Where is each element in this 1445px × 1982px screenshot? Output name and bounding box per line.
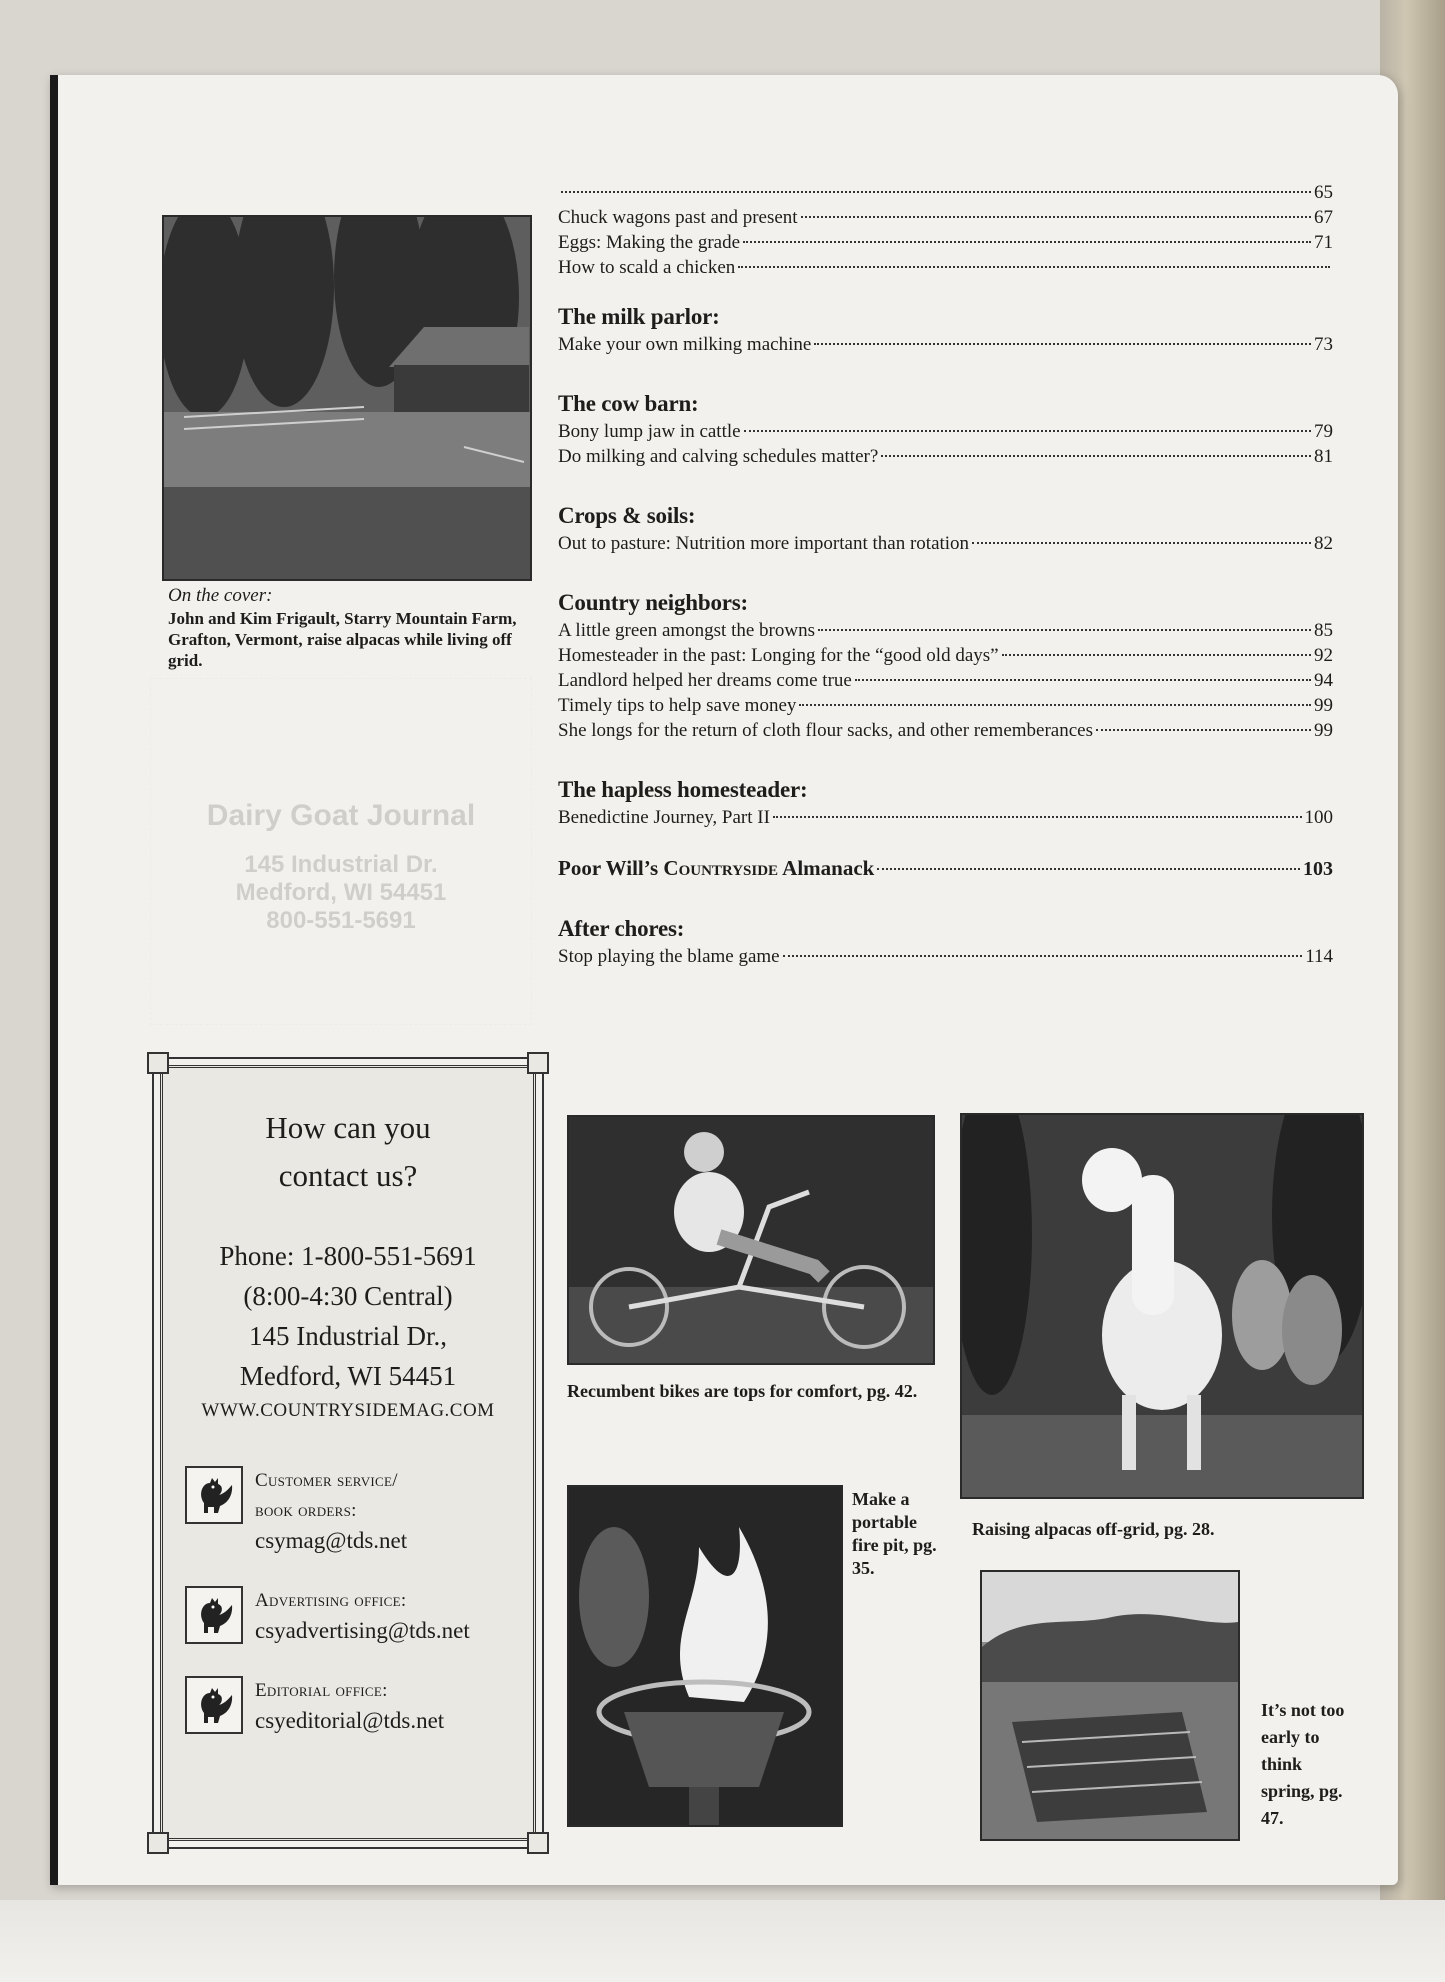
toc-entry-title: Out to pasture: Nutrition more important than rotation [558,533,970,554]
leader-dots [881,455,1311,457]
toc-entry-row[interactable] [558,944,1333,969]
toc-entry-row[interactable] [558,255,1333,280]
spring-garden-photo [980,1570,1240,1841]
bleed-through-ad [150,678,532,1025]
toc-entry-row[interactable] [558,205,1333,230]
toc-entry-title: Landlord helped her dreams come true [558,670,852,691]
leader-dots [1096,729,1311,731]
toc-section-heading: After chores: [558,916,685,941]
toc-entry-row[interactable] [558,332,1333,357]
toc-entry-page: 85 [1314,620,1333,641]
leader-dots [783,955,1303,957]
cover-caption [168,585,528,671]
toc-entry-page: 81 [1314,446,1333,467]
toc-entry-title: Homesteader in the past: Longing for the “good old days” [558,645,999,666]
office-email[interactable]: csyadvertising@tds.net [255,1618,470,1643]
toc-section-heading: The milk parlor: [558,304,720,329]
toc-entry-page: 65 [1314,182,1333,203]
leader-dots [814,343,1311,345]
leader-dots [972,542,1311,544]
leader-dots [855,679,1311,681]
toc-entry-page: 92 [1314,645,1333,666]
toc-entry-row[interactable] [558,718,1333,743]
toc-entry-row[interactable] [558,180,1333,205]
rooster-icon [185,1586,243,1644]
toc-entry-row[interactable] [558,668,1333,693]
toc-entry-row[interactable] [558,805,1333,830]
bleed-through-ad-line4: 800-551-5691 [266,907,416,934]
leader-dots [773,816,1302,818]
leader-dots [743,241,1311,243]
toc-entry-title: Timely tips to help save money [558,695,797,716]
contact-heading: How can you contact us? [265,1110,431,1193]
toc-entry-row[interactable] [558,618,1333,643]
bleed-through-ad-line3: Medford, WI 54451 [235,879,447,906]
bike-photo [567,1115,935,1365]
leader-dots [744,430,1311,432]
toc-entry-row[interactable] [558,531,1333,556]
contact-box [160,1065,536,1841]
corner-ornament [527,1052,549,1074]
toc-entry-title: How to scald a chicken [558,257,736,278]
toc-almanack-page: 103 [1303,858,1333,880]
toc-entry-title: Bony lump jaw in cattle [558,421,741,442]
rooster-icon [185,1676,243,1734]
toc-entry-title: Stop playing the blame game [558,946,780,967]
rooster-icon [185,1466,243,1524]
toc-entry-page: 73 [1314,334,1333,355]
office-block [185,1466,533,1556]
office-block [185,1586,533,1646]
toc-section [558,503,1333,556]
toc-entry-page: 79 [1314,421,1333,442]
alpaca-photo-caption: Raising alpacas off-grid, pg. 28. [972,1519,1215,1539]
toc-entry-title: Benedictine Journey, Part II [558,807,770,828]
toc-intro-group [558,180,1333,280]
corner-ornament [147,1052,169,1074]
contact-address-line1: 145 Industrial Dr., [249,1321,447,1351]
office-heading: Advertising office: [255,1590,407,1611]
toc-after-chores-group [558,916,1333,969]
table-surface [0,1900,1445,1982]
toc-section [558,391,1333,469]
toc-entry-row[interactable] [558,693,1333,718]
firepit-photo-caption: Make a portable fire pit, pg. 35. [852,1489,937,1578]
leader-dots [801,216,1311,218]
corner-ornament [527,1832,549,1854]
corner-ornament [147,1832,169,1854]
toc-almanack-title: Poor Will’s Countryside Almanack [558,856,875,880]
contact-website[interactable]: WWW.COUNTRYSIDEMAG.COM [201,1400,495,1421]
toc-section-heading: The cow barn: [558,391,699,416]
office-heading: Editorial office: [255,1680,388,1701]
office-heading: Customer service/ book orders: [255,1470,398,1521]
toc-entry-page: 94 [1314,670,1333,691]
toc-section-heading: The hapless homesteader: [558,777,808,802]
toc-section [558,304,1333,357]
firepit-photo [567,1485,843,1827]
toc-section [558,590,1333,743]
toc-entry-title: Make your own milking machine [558,334,812,355]
toc-entry-title: Do milking and calving schedules matter? [558,446,879,467]
cover-photo [162,215,532,581]
toc-entry-row[interactable] [558,419,1333,444]
leader-dots [561,191,1311,193]
spring-garden-photo-caption: It’s not too early to think spring, pg. 47. [1261,1700,1345,1828]
toc-almanack-row[interactable] [558,856,1333,882]
leader-dots [818,629,1311,631]
bleed-through-ad-line1: Dairy Goat Journal [206,799,476,832]
bike-photo-caption: Recumbent bikes are tops for comfort, pg. 42. [567,1381,918,1401]
office-email[interactable]: csyeditorial@tds.net [255,1708,445,1733]
toc-entry-page: 82 [1314,533,1333,554]
contact-hours: (8:00-4:30 Central) [243,1281,453,1311]
leader-dots [1002,654,1311,656]
toc-entry-title: A little green amongst the browns [558,620,815,641]
toc-entry-page: 99 [1314,695,1333,716]
contact-phone-block [163,1236,533,1396]
table-of-contents [558,180,1333,1003]
bleed-through-ad-line2: 145 Industrial Dr. [244,851,438,878]
leader-dots [877,868,1300,870]
office-block [185,1676,533,1736]
alpaca-photo [960,1113,1364,1499]
leader-dots [799,704,1311,706]
toc-entry-page: 99 [1314,720,1333,741]
office-email[interactable]: csymag@tds.net [255,1528,408,1553]
contact-address-line2: Medford, WI 54451 [239,1361,457,1391]
toc-entry-title: Eggs: Making the grade [558,232,741,253]
toc-entry-page: 67 [1314,207,1333,228]
toc-section-heading: Country neighbors: [558,590,749,615]
toc-almanack-group [558,856,1333,882]
toc-entry-page: 71 [1314,232,1333,253]
leader-dots [738,266,1330,268]
toc-entry-row[interactable] [558,643,1333,668]
toc-entry-page: 100 [1304,807,1333,828]
toc-entry-row[interactable] [558,444,1333,469]
cover-caption-text: John and Kim Frigault, Starry Mountain Farm, Grafton, Vermont, raise alpacas while living off grid. [168,609,517,670]
toc-entry-row[interactable] [558,230,1333,255]
toc-entry-title: Chuck wagons past and present [558,207,798,228]
toc-section [558,777,1333,830]
toc-entry-page: 114 [1305,946,1333,967]
cover-caption-label: On the cover: [168,585,273,606]
contact-phone[interactable]: Phone: 1-800-551-5691 [219,1241,477,1271]
toc-entry-title: She longs for the return of cloth flour sacks, and other rememberances [558,720,1093,741]
toc-section-heading: Crops & soils: [558,503,696,528]
